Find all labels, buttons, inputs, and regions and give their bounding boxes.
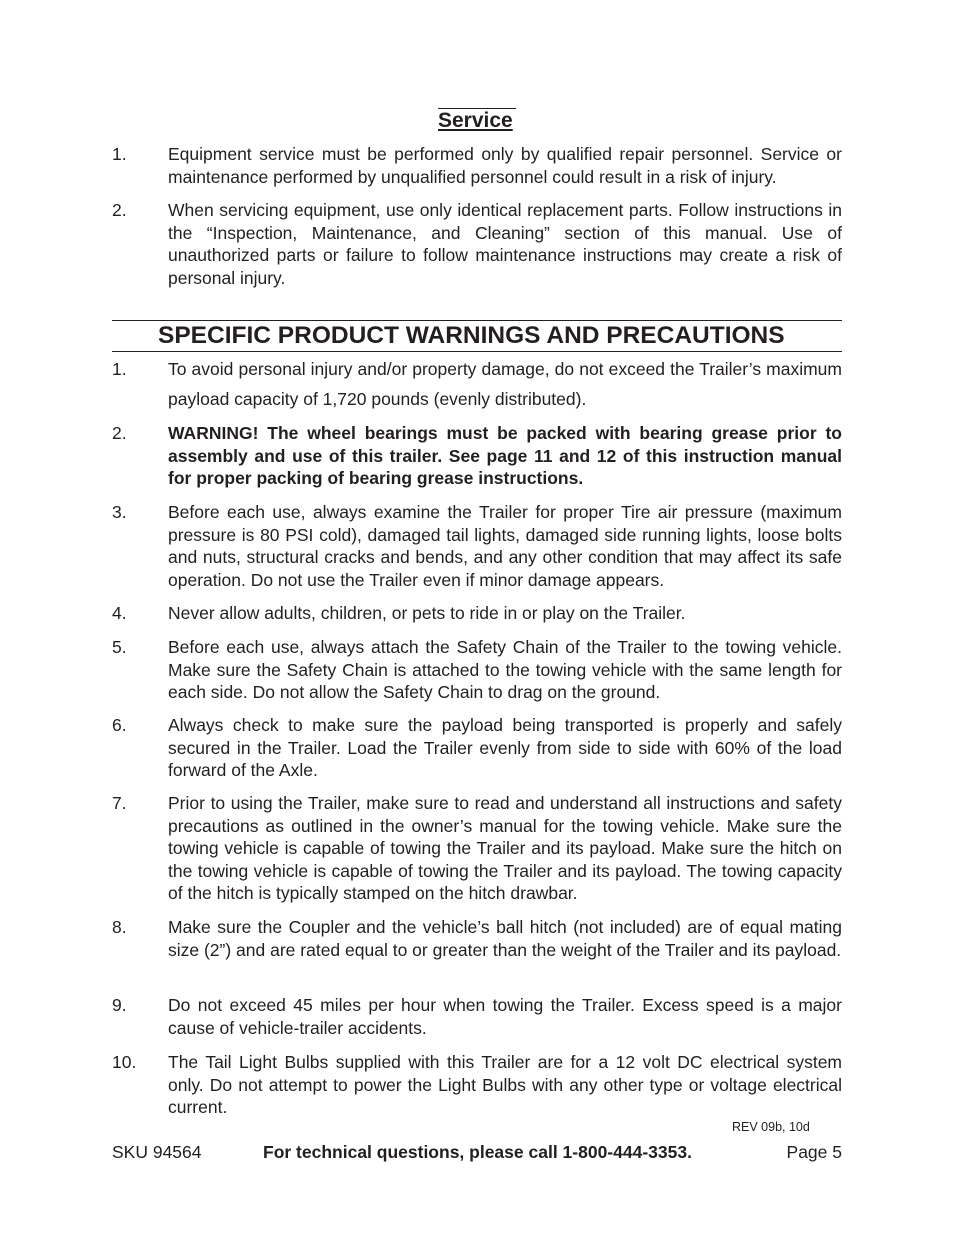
warning-text: WARNING! The wheel bearings must be packed with bearing grease prior to assembly and use of this trailer. See page 11 and 12 of this instruction manual for proper packing of bearing grease instructions. <box>168 423 842 488</box>
item-text: Before each use, always attach the Safety Chain of the Trailer to the towing vehicle. Make sure the Safety Chain is attached to the towing vehicle with the same length for each side. Do not allow the Safety Chain to drag on the ground. <box>168 637 842 702</box>
item-number: 1. <box>112 359 127 379</box>
warning-item <box>112 994 842 1039</box>
service-heading: Service <box>438 108 516 132</box>
item-text: Equipment service must be performed only by qualified repair personnel. Service or maintenance performed by unqualified personnel could result in a risk of injury. <box>168 144 842 187</box>
item-text: Always check to make sure the payload being transported is properly and safely secured in the Trailer. Load the Trailer evenly from side to side with 60% of the load forward of the Axle. <box>168 715 842 780</box>
warning-item <box>112 354 842 414</box>
warning-item <box>112 636 842 704</box>
warning-item <box>112 501 842 591</box>
item-text: Prior to using the Trailer, make sure to read and understand all instructions and safety precautions as outlined in the owner’s manual for the towing vehicle. Make sure the towing vehicle is capable of towing the Trailer and its payload. Make sure the hitch on the towing vehicle is capable of towing the Trailer and its payload. The towing capacity of the hitch is typically stamped on the hitch drawbar. <box>168 793 842 903</box>
item-text: Do not exceed 45 miles per hour when towing the Trailer. Excess speed is a major cause of vehicle-trailer accidents. <box>168 995 842 1038</box>
item-text: Make sure the Coupler and the vehicle’s ball hitch (not included) are of equal mating size (2”) and are rated equal to or greater than the weight of the Trailer and its payload. <box>168 917 842 960</box>
item-number: 2. <box>112 423 127 443</box>
footer-sku: SKU 94564 <box>112 1142 202 1162</box>
service-item <box>112 199 842 289</box>
item-number: 8. <box>112 917 127 937</box>
item-number: 5. <box>112 637 127 657</box>
item-number: 4. <box>112 603 127 623</box>
item-number: 9. <box>112 995 127 1015</box>
warning-item <box>112 602 842 625</box>
item-text: Before each use, always examine the Trailer for proper Tire air pressure (maximum pressure is 80 PSI cold), damaged tail lights, damaged side running lights, loose bolts and nuts, structural cracks and bends, and any other condition that may affect its safe operation. Do not use the Trailer even if minor damage appears. <box>168 502 842 590</box>
item-number: 7. <box>112 793 127 813</box>
item-number: 1. <box>112 144 127 164</box>
revision-code: REV 09b, 10d <box>732 1120 810 1134</box>
section-heading-text: SPECIFIC PRODUCT WARNINGS AND PRECAUTIONS <box>158 322 785 349</box>
warning-item <box>112 792 842 905</box>
item-text: When servicing equipment, use only identical replacement parts. Follow instructions in the “Inspection, Maintenance, and Cleaning” section of this manual. Use of unauthorized parts or failure to follow maintenance instructions may create a risk of personal injury. <box>168 200 842 288</box>
item-number: 2. <box>112 200 127 220</box>
warning-item <box>112 916 842 961</box>
service-item <box>112 143 842 188</box>
warning-item <box>112 714 842 782</box>
item-number: 6. <box>112 715 127 735</box>
section-heading <box>112 320 842 352</box>
footer-page-number: Page 5 <box>786 1142 842 1162</box>
item-text: The Tail Light Bulbs supplied with this Trailer are for a 12 volt DC electrical system only. Do not attempt to power the Light Bulbs with any other type or voltage electrical current. <box>168 1052 842 1117</box>
item-text: To avoid personal injury and/or property damage, do not exceed the Trailer’s maximum payload capacity of 1,720 pounds (evenly distributed). <box>168 359 842 409</box>
item-number: 3. <box>112 502 127 522</box>
footer-tech-support: For technical questions, please call 1-800-444-3353. <box>263 1142 692 1162</box>
warning-item <box>112 422 842 490</box>
item-text: Never allow adults, children, or pets to ride in or play on the Trailer. <box>168 603 686 623</box>
item-number: 10. <box>112 1052 137 1072</box>
warning-item <box>112 1051 842 1119</box>
